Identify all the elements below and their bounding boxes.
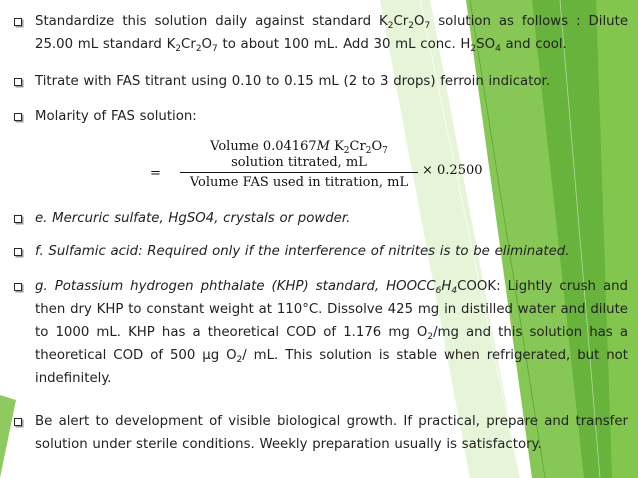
checkbox-bullet-icon [14, 248, 22, 256]
standardize-text: Standardize this solution daily against standard $K_2Cr_2O_7$ solution as follows : Dilute 25.00 mL standard $K_2Cr_2O_7$ to about 100 mL. Add 30 mL conc. $H_2SO_4$ and cool. [35, 14, 628, 54]
titrate-text: Titrate with FAS titrant using 0.10 to 0.15 mL (2 to 3 drops) ferroin indicator. [35, 74, 551, 89]
khp-text: g. Potassium hydrogen phthalate (KHP) standard, $HOOCC_6H_4COOK$: Lightly crush and then dry KHP to constant weight at 110°C. Dissolve 425 mg in distilled water and dilute to 1000 mL. KHP has a theoretical COD of 1.176 mg $O_2/mg$ and this solution has a theoretical COD of 500 µg $O_2/$ mL. This solution is stable when refrigerated, but not indefinitely. [35, 279, 629, 386]
checkbox-bullet-icon [14, 215, 22, 223]
fraction-bar [180, 172, 418, 173]
molarity-text: Molarity of FAS solution: [35, 109, 197, 124]
checkbox-bullet-icon [14, 113, 22, 121]
checkbox-bullet-icon [14, 418, 22, 426]
biological-growth-text: Be alert to development of visible biological growth. If practical, prepare and transfer solution under sterile conditions. Weekly preparation usually is satisfactory. [35, 414, 628, 452]
checkbox-bullet-icon [14, 18, 22, 26]
formula-numerator: Volume 0.04167M $K_2Cr_2O_7$ solution titrated, mL [210, 139, 388, 170]
sulfamic-acid-text: f. Sulfamic acid: Required only if the interference of nitrites is to be eliminated. [35, 244, 570, 259]
formula-multiplier: × 0.2500 [422, 163, 483, 178]
formula-denominator: Volume FAS used in titration, mL [189, 175, 409, 190]
checkbox-bullet-icon [14, 283, 22, 291]
mercuric-sulfate-text: e. Mercuric sulfate, HgSO4, crystals or powder. [35, 211, 351, 226]
formula-equals: = [150, 166, 161, 181]
checkbox-bullet-icon [14, 78, 22, 86]
formula-fraction [180, 139, 418, 191]
